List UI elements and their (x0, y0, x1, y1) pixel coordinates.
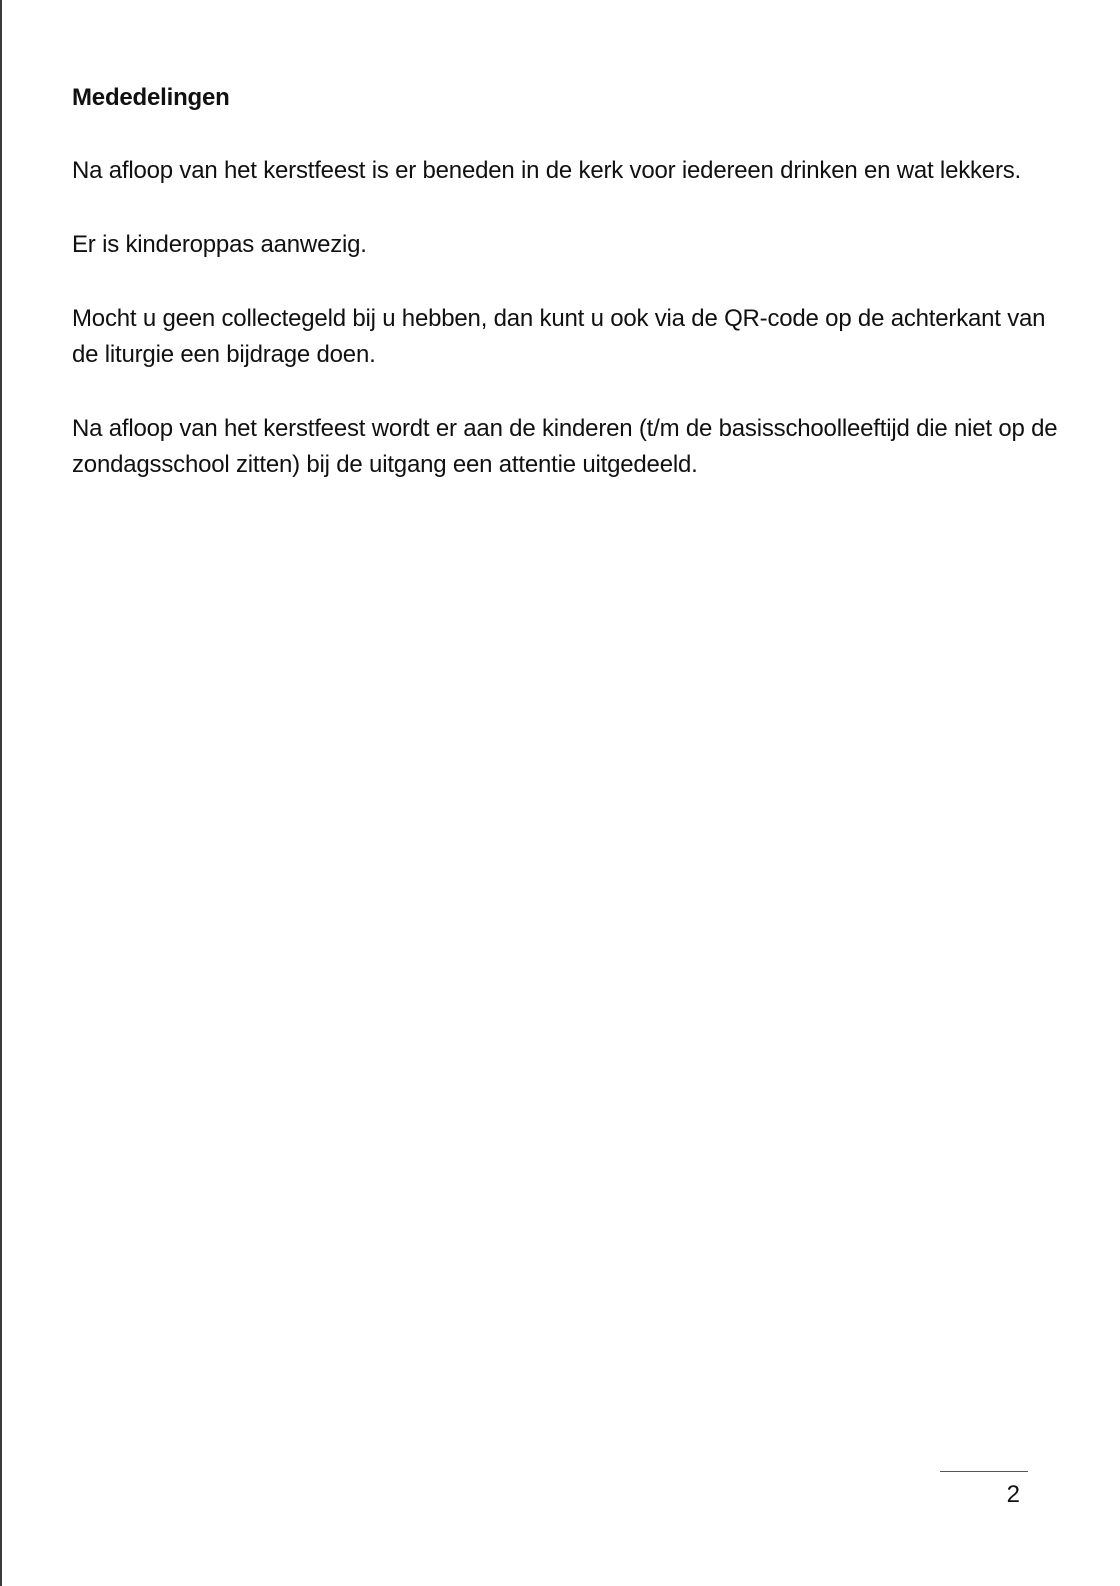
paragraph-childcare: Er is kinderoppas aanwezig. (72, 231, 367, 258)
footer-divider (940, 1471, 1028, 1472)
document-body (72, 80, 1062, 483)
page-edge-line (0, 0, 2, 1586)
paragraph-collection-qr: Mocht u geen collectegeld bij u hebben, dan kunt u ook via de QR-code op de achterkant van de liturgie een bijdrage doen. (72, 305, 1046, 368)
paragraph-refreshments: Na afloop van het kerstfeest is er beneden in de kerk voor iedereen drinken en wat lekkers. (72, 157, 1022, 184)
paragraph-children-gift: Na afloop van het kerstfeest wordt er aan de kinderen (t/m de basisschoolleeftijd die niet op de zondagsschool zitten) bij de uitgang een attentie uitgedeeld. (72, 415, 1058, 478)
page-number: 2 (1006, 1481, 1020, 1508)
section-heading: Mededelingen (72, 84, 230, 111)
